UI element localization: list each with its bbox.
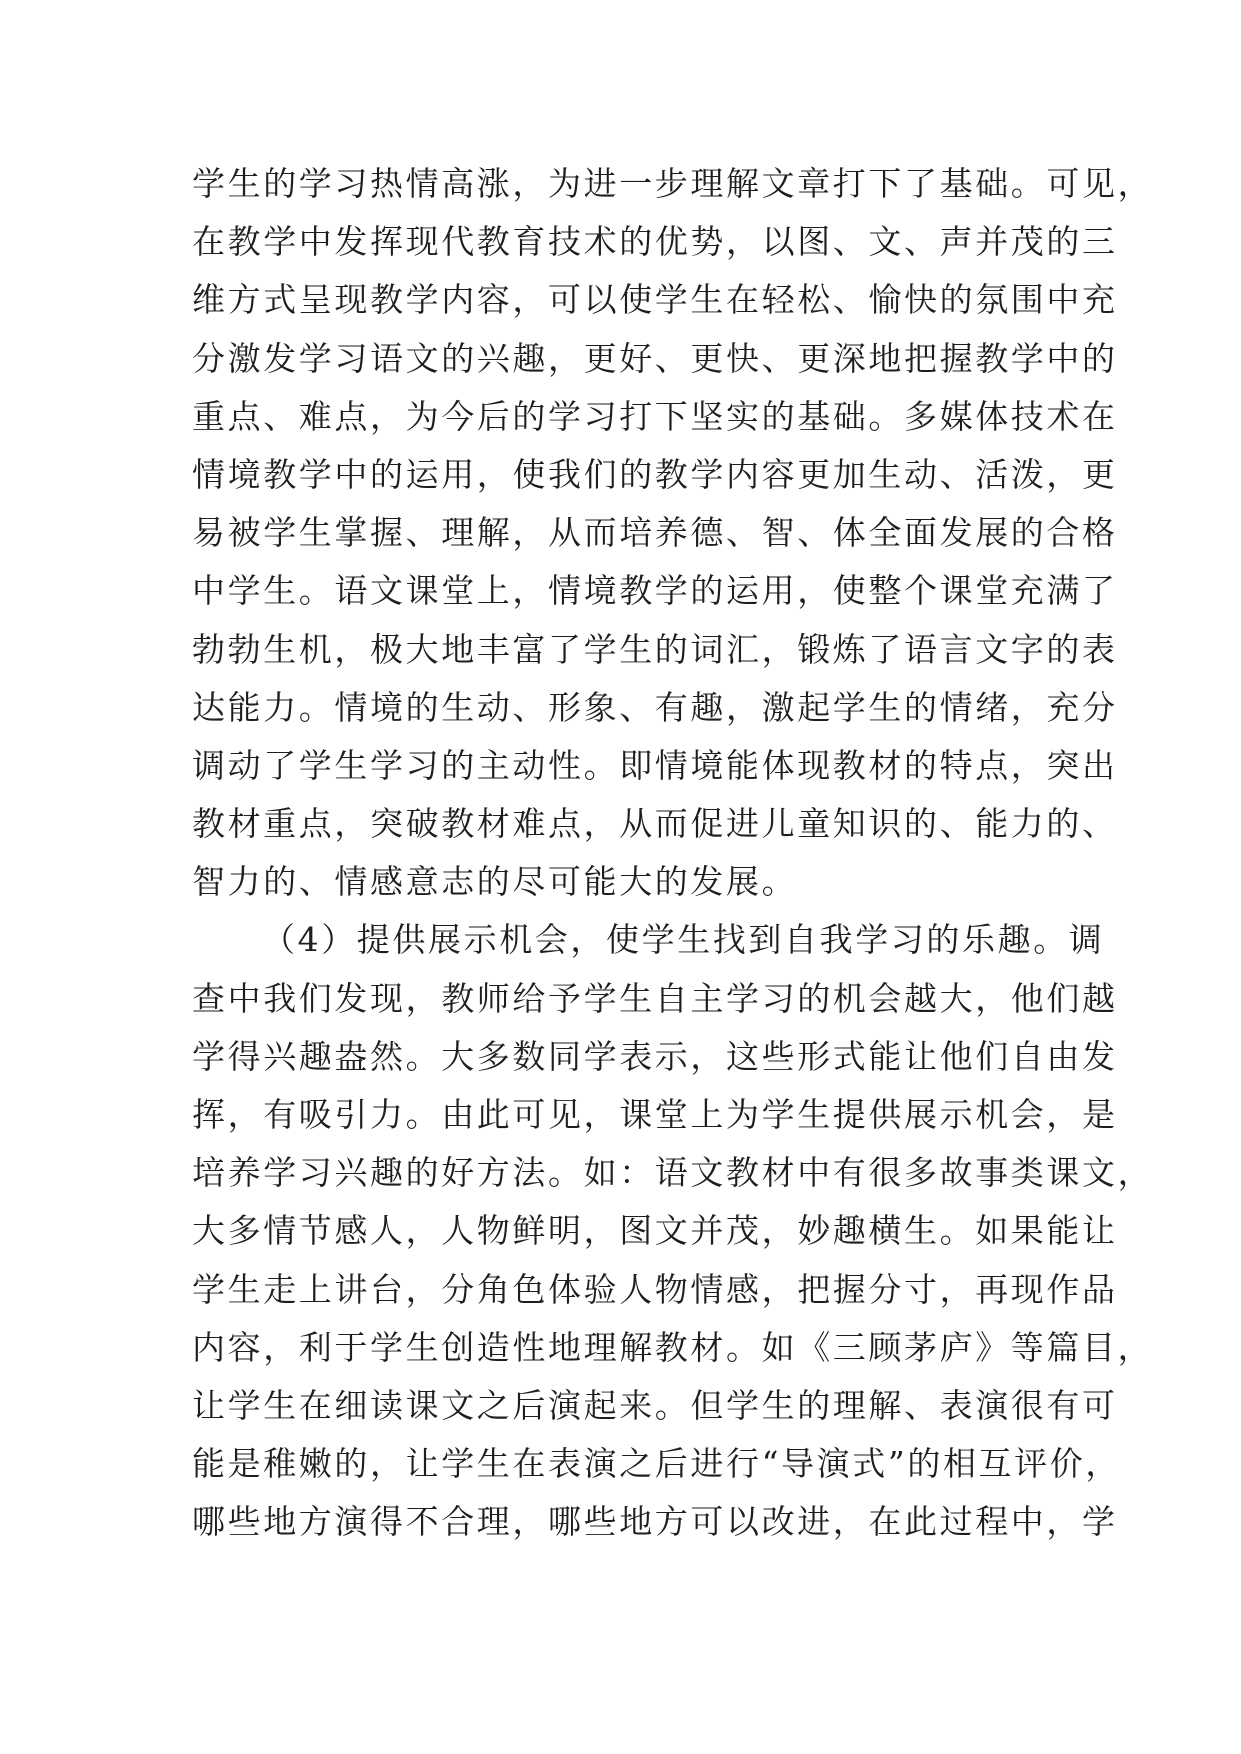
paragraph-first-line: （4）提供展示机会，使学生找到自我学习的乐趣。调 bbox=[262, 920, 1105, 960]
text-line: 调动了学生学习的主动性。即情境能体现教材的特点，突出 bbox=[192, 745, 1118, 785]
text-line: 学得兴趣盎然。大多数同学表示，这些形式能让他们自由发 bbox=[192, 1036, 1118, 1076]
text-line: 中学生。语文课堂上，情境教学的运用，使整个课堂充满了 bbox=[192, 571, 1118, 611]
text-line: 培养学习兴趣的好方法。如：语文教材中有很多故事类课文， bbox=[192, 1153, 1154, 1193]
text-line: 哪些地方演得不合理，哪些地方可以改进，在此过程中，学 bbox=[192, 1502, 1118, 1542]
text-line: 在教学中发挥现代教育技术的优势，以图、文、声并茂的三 bbox=[192, 222, 1118, 262]
body-text bbox=[192, 155, 1154, 1552]
text-line: 情境教学中的运用，使我们的教学内容更加生动、活泼，更 bbox=[192, 454, 1118, 494]
text-line: 分激发学习语文的兴趣，更好、更快、更深地把握教学中的 bbox=[192, 338, 1118, 378]
text-line: 能是稚嫩的，让学生在表演之后进行“导演式”的相互评价， bbox=[192, 1444, 1121, 1484]
text-line: 智力的、情感意志的尽可能大的发展。 bbox=[192, 862, 798, 902]
text-line: 维方式呈现教学内容，可以使学生在轻松、愉快的氛围中充 bbox=[192, 280, 1118, 320]
text-line: 内容，利于学生创造性地理解教材。如《三顾茅庐》等篇目， bbox=[192, 1327, 1154, 1367]
text-line: 大多情节感人，人物鲜明，图文并茂，妙趣横生。如果能让 bbox=[192, 1211, 1118, 1251]
text-line: 教材重点，突破教材难点，从而促进儿童知识的、能力的、 bbox=[192, 804, 1118, 844]
text-line: 达能力。情境的生动、形象、有趣，激起学生的情绪，充分 bbox=[192, 687, 1118, 727]
text-line: 让学生在细读课文之后演起来。但学生的理解、表演很有可 bbox=[192, 1385, 1118, 1425]
text-line: 学生的学习热情高涨，为进一步理解文章打下了基础。可见， bbox=[192, 164, 1154, 203]
text-line: 查中我们发现，教师给予学生自主学习的机会越大，他们越 bbox=[192, 978, 1118, 1018]
text-line: 挥，有吸引力。由此可见，课堂上为学生提供展示机会，是 bbox=[192, 1095, 1118, 1134]
text-line: 易被学生掌握、理解，从而培养德、智、体全面发展的合格 bbox=[192, 513, 1118, 553]
text-line: 勃勃生机，极大地丰富了学生的词汇，锻炼了语言文字的表 bbox=[192, 629, 1118, 669]
text-line: 学生走上讲台，分角色体验人物情感，把握分寸，再现作品 bbox=[192, 1269, 1118, 1309]
text-line: 重点、难点，为今后的学习打下坚实的基础。多媒体技术在 bbox=[192, 396, 1118, 436]
